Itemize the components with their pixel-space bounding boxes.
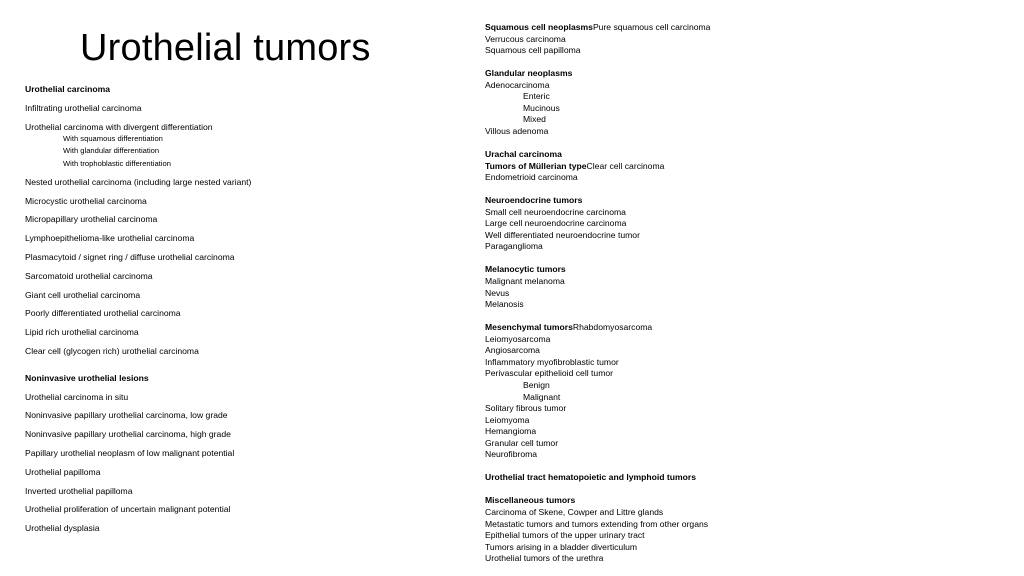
list-item: Microcystic urothelial carcinoma <box>25 195 147 206</box>
section-heading-noninvasive: Noninvasive urothelial lesions <box>25 372 149 383</box>
list-item: Tumors arising in a bladder diverticulum <box>485 541 638 552</box>
list-item: Urothelial proliferation of uncertain malignant potential <box>25 504 231 515</box>
spacer <box>485 461 1005 473</box>
list-item: Inflammatory myofibroblastic tumor <box>485 356 619 367</box>
spacer <box>485 137 1005 149</box>
list-item: Granular cell tumor <box>485 437 559 448</box>
spacer <box>25 364 445 372</box>
list-item: Micropapillary urothelial carcinoma <box>25 214 158 225</box>
list-item: Nevus <box>485 287 510 298</box>
list-item: Noninvasive papillary urothelial carcinoma, low grade <box>25 410 228 421</box>
list-item: Poorly differentiated urothelial carcinoma <box>25 308 181 319</box>
list-item: Malignant melanoma <box>485 276 565 287</box>
section-heading-squamous: Squamous cell neoplasms <box>485 22 593 32</box>
spacer <box>485 57 1005 69</box>
list-item: Villous adenoma <box>485 125 549 136</box>
section-heading-melanocytic: Melanocytic tumors <box>485 264 566 275</box>
list-item: Leiomyoma <box>485 414 530 425</box>
list-item: Clear cell (glycogen rich) urothelial carcinoma <box>25 345 199 356</box>
list-item: Hemangioma <box>485 426 537 437</box>
section-heading-glandular: Glandular neoplasms <box>485 68 573 79</box>
sub-list-item: Benign <box>523 379 550 390</box>
left-column <box>25 83 445 541</box>
inline-item: Rhabdomyosarcoma <box>572 322 653 333</box>
list-item: Carcinoma of Skene, Cowper and Littre glands <box>485 506 664 517</box>
list-item: Epithelial tumors of the upper urinary tract <box>485 530 645 541</box>
inline-item: Clear cell carcinoma <box>586 160 665 171</box>
section-heading-neuroendocrine: Neuroendocrine tumors <box>485 195 583 206</box>
list-item: Papillary urothelial neoplasm of low malignant potential <box>25 447 235 458</box>
page-title: Urothelial tumors <box>80 27 371 69</box>
list-item: Nested urothelial carcinoma (including large nested variant) <box>25 176 252 187</box>
spacer <box>485 484 1005 496</box>
sub-list-item: With squamous differentiation <box>63 133 163 143</box>
sub-list-item: With trophoblastic differentiation <box>63 158 171 168</box>
inline-item: Pure squamous cell carcinoma <box>592 22 711 32</box>
list-item: Urothelial tumors of the urethra <box>485 553 604 564</box>
list-item: Angiosarcoma <box>485 345 540 356</box>
spacer <box>485 311 1005 323</box>
section-mullerian <box>485 161 1005 173</box>
list-item: Urothelial dysplasia <box>25 523 100 534</box>
list-item: Squamous cell papilloma <box>485 45 581 56</box>
sub-list-item: Mucinous <box>523 102 560 113</box>
list-item: Urothelial carcinoma with divergent differentiation <box>25 121 213 132</box>
list-item: Sarcomatoid urothelial carcinoma <box>25 270 153 281</box>
section-heading-mullerian: Tumors of Müllerian type <box>485 160 587 171</box>
list-item: Neurofibroma <box>485 449 538 460</box>
sub-list-item: Enteric <box>523 91 550 102</box>
list-item: Urothelial carcinoma in situ <box>25 391 129 402</box>
section-heading-mesenchymal: Mesenchymal tumors <box>485 322 573 333</box>
list-item: Leiomyosarcoma <box>485 333 551 344</box>
section-heading-urachal: Urachal carcinoma <box>485 149 562 160</box>
list-item: Inverted urothelial papilloma <box>25 485 133 496</box>
list-item: Small cell neuroendocrine carcinoma <box>485 206 626 217</box>
sub-list-item: Malignant <box>523 391 561 402</box>
list-item: Perivascular epithelioid cell tumor <box>485 368 614 379</box>
list-item: Lipid rich urothelial carcinoma <box>25 327 139 338</box>
section-heading-miscellaneous: Miscellaneous tumors <box>485 495 576 506</box>
list-item: Large cell neuroendocrine carcinoma <box>485 218 627 229</box>
list-item: Endometrioid carcinoma <box>485 172 578 183</box>
list-item: Urothelial papilloma <box>25 466 101 477</box>
list-item: Infiltrating urothelial carcinoma <box>25 102 142 113</box>
list-item: Giant cell urothelial carcinoma <box>25 289 141 300</box>
list-item: Adenocarcinoma <box>485 79 550 90</box>
spacer <box>485 253 1005 265</box>
section-heading-hematopoietic: Urothelial tract hematopoietic and lymphoid tumors <box>485 472 697 483</box>
list-item: Verrucous carcinoma <box>485 33 566 44</box>
section-squamous <box>485 22 1005 34</box>
list-item: Plasmacytoid / signet ring / diffuse urothelial carcinoma <box>25 251 235 262</box>
list-item: Metastatic tumors and tumors extending from other organs <box>485 518 709 529</box>
list-item: Paraganglioma <box>485 241 543 252</box>
list-item: Well differentiated neuroendocrine tumor <box>485 229 640 240</box>
right-column <box>485 22 1005 565</box>
sub-list-item: Mixed <box>523 114 546 125</box>
list-item: Solitary fibrous tumor <box>485 403 567 414</box>
list-item: Noninvasive papillary urothelial carcinoma, high grade <box>25 429 231 440</box>
section-mesenchymal <box>485 322 1005 334</box>
sub-list-item: With glandular differentiation <box>63 146 160 156</box>
spacer <box>485 184 1005 196</box>
section-heading-urothelial-carcinoma: Urothelial carcinoma <box>25 84 111 94</box>
list-item: Melanosis <box>485 299 524 310</box>
list-item: Lymphoepithelioma-like urothelial carcinoma <box>25 233 195 244</box>
